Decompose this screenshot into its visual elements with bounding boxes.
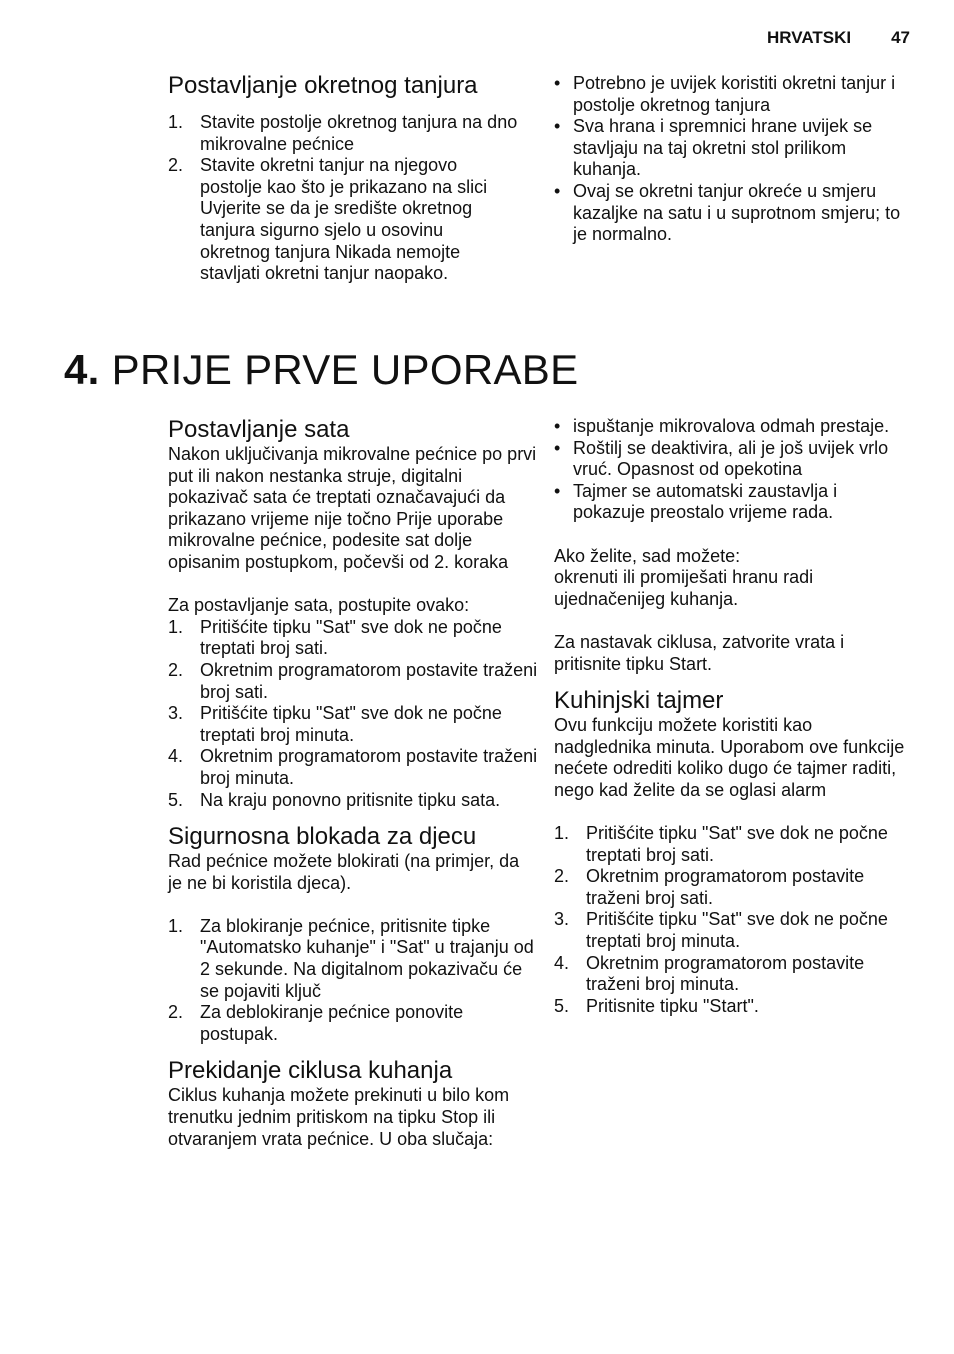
list-item xyxy=(554,481,914,524)
timer-intro: Ovu funkciju možete koristiti kao nadglednika minuta. Uporabom ove funkcije nećete odrediti koliko dugo će tajmer raditi, nego kad želite da se oglasi alarm xyxy=(554,715,905,800)
right-column xyxy=(554,416,914,1017)
bullet-icon: • xyxy=(554,416,561,436)
bullet-icon: • xyxy=(554,437,561,458)
step-number: 2. xyxy=(554,866,570,887)
turntable-notes xyxy=(554,73,914,246)
step-number: 2. xyxy=(168,659,184,680)
bullet-text: Roštilj se deaktivira, ali je još uvijek vrlo vruć. Opasnost od opekotina xyxy=(573,437,889,480)
list-item xyxy=(168,112,518,155)
step-text: Pritišćite tipku "Sat" sve dok ne počne treptati broj sati. xyxy=(586,823,888,865)
list-item xyxy=(554,73,914,116)
step-text: Pritišćite tipku "Sat" sve dok ne počne treptati broj sati. xyxy=(200,616,502,659)
step-text: Za blokiranje pećnice, pritisnite tipke "Automatsko kuhanje" i "Sat" u trajanju od 2 sekunde. Na digitalnom pokazivaču će se pojaviti ključ xyxy=(200,915,534,1001)
childlock-steps xyxy=(168,916,538,1046)
step-number: 1. xyxy=(168,915,184,936)
childlock-heading: Sigurnosna blokada za djecu xyxy=(168,823,477,851)
step-number: 1. xyxy=(554,823,570,844)
step-number: 2. xyxy=(168,1002,184,1023)
step-text: Pritisnite tipku "Start". xyxy=(586,995,759,1016)
interrupt-bullets xyxy=(554,416,914,524)
list-item xyxy=(168,916,538,1002)
chapter-number: 4. xyxy=(64,346,100,393)
page-number: 47 xyxy=(891,28,910,47)
bullet-text: Ovaj se okretni tanjur okreće u smjeru kazaljke na satu i u suprotnom smjeru; to je normalno. xyxy=(573,180,901,245)
list-item xyxy=(168,155,518,285)
list-item xyxy=(168,660,538,703)
bullet-text: Potrebno je uvijek koristiti okretni tanjur i postolje okretnog tanjura xyxy=(573,73,896,115)
bullet-icon: • xyxy=(554,116,561,137)
list-item xyxy=(554,181,914,246)
list-item xyxy=(554,823,914,866)
step-number: 4. xyxy=(554,952,570,973)
step-number: 2. xyxy=(168,155,184,176)
interrupt-resume: Za nastavak ciklusa, zatvorite vrata i pritisnite tipku Start. xyxy=(554,631,845,674)
bullet-text: Tajmer se automatski zaustavlja i pokazuje preostalo vrijeme rada. xyxy=(573,480,838,523)
list-item xyxy=(168,703,538,746)
step-text: Stavite postolje okretnog tanjura na dno mikrovalne pećnice xyxy=(200,112,518,154)
bullet-text: Sva hrana i spremnici hrane uvijek se stavljaju na taj okretni stol prilikom kuhanja. xyxy=(573,116,873,180)
bullet-icon: • xyxy=(554,480,561,501)
clock-intro: Nakon uključivanja mikrovalne pećnice po prvi put ili nakon nestanka struje, digitalni pokazivač sata će treptati označavajući da prikazano vrijeme nije točno Prije uporabe mikrovalne pećnice, podesite sat dolje opisanim postupkom, počevši od 2. koraka xyxy=(168,444,537,572)
clock-heading: Postavljanje sata xyxy=(168,416,350,443)
turntable-bullets xyxy=(554,73,914,246)
list-item xyxy=(554,996,914,1018)
step-text: Za deblokiranje pećnice ponovite postupak. xyxy=(200,1002,464,1044)
step-number: 5. xyxy=(168,789,184,810)
list-item xyxy=(168,746,538,789)
bullet-icon: • xyxy=(554,73,561,93)
chapter-title xyxy=(64,346,578,394)
step-text: Okretnim programatorom postavite traženi broj sati. xyxy=(200,659,538,702)
step-text: Okretnim programatorom postavite traženi broj minuta. xyxy=(586,952,865,995)
step-text: Pritišćite tipku "Sat" sve dok ne počne treptati broj minuta. xyxy=(200,703,502,745)
list-item xyxy=(554,116,914,181)
timer-heading: Kuhinjski tajmer xyxy=(554,687,724,715)
timer-steps xyxy=(554,823,914,1017)
bullet-text: ispuštanje mikrovalova odmah prestaje. xyxy=(573,416,890,436)
step-number: 1. xyxy=(168,616,184,637)
list-item xyxy=(168,1002,538,1045)
step-number: 3. xyxy=(554,909,570,930)
step-number: 4. xyxy=(168,746,184,767)
list-item xyxy=(168,617,538,660)
list-item xyxy=(554,438,914,481)
clock-steps xyxy=(168,617,538,811)
childlock-intro: Rad pećnice možete blokirati (na primjer, da je ne bi koristila djeca). xyxy=(168,851,520,893)
turntable-section xyxy=(168,72,518,285)
list-item xyxy=(554,953,914,996)
list-item xyxy=(554,909,914,952)
chapter-name: PRIJE PRVE UPORABE xyxy=(111,346,579,393)
interrupt-para-line1: Ako želite, sad možete: xyxy=(554,545,741,566)
step-text: Stavite okretni tanjur na njegovo postolje kao što je prikazano na slici Uvjerite se da je središte okretnog tanjura sigurno sjelo u osovinu okretnog tanjura Nikada nemojte stavljati okretni tanjur naopako. xyxy=(200,155,488,284)
bullet-icon: • xyxy=(554,180,561,201)
left-column xyxy=(168,416,538,1150)
step-text: Pritišćite tipku "Sat" sve dok ne počne treptati broj minuta. xyxy=(586,909,888,952)
list-item xyxy=(554,866,914,909)
list-item xyxy=(168,790,538,812)
clock-lead: Za postavljanje sata, postupite ovako: xyxy=(168,595,470,616)
step-number: 5. xyxy=(554,995,570,1016)
step-text: Okretnim programatorom postavite traženi broj sati. xyxy=(586,866,865,908)
step-text: Okretnim programatorom postavite traženi broj minuta. xyxy=(200,746,538,788)
turntable-heading: Postavljanje okretnog tanjura xyxy=(168,72,478,99)
step-number: 3. xyxy=(168,703,184,724)
page-header xyxy=(767,28,910,48)
header-language: HRVATSKI xyxy=(767,28,852,47)
interrupt-intro: Ciklus kuhanja možete prekinuti u bilo kom trenutku jednim pritiskom na tipku Stop ili otvaranjem vrata pećnice. U oba slučaja: xyxy=(168,1085,510,1149)
turntable-steps xyxy=(168,112,518,285)
interrupt-heading: Prekidanje ciklusa kuhanja xyxy=(168,1057,453,1085)
interrupt-para-line2: okrenuti ili promiješati hranu radi ujednačenijeg kuhanja. xyxy=(554,567,814,609)
list-item xyxy=(554,416,914,438)
step-text: Na kraju ponovno pritisnite tipku sata. xyxy=(200,789,501,810)
step-number: 1. xyxy=(168,112,184,132)
